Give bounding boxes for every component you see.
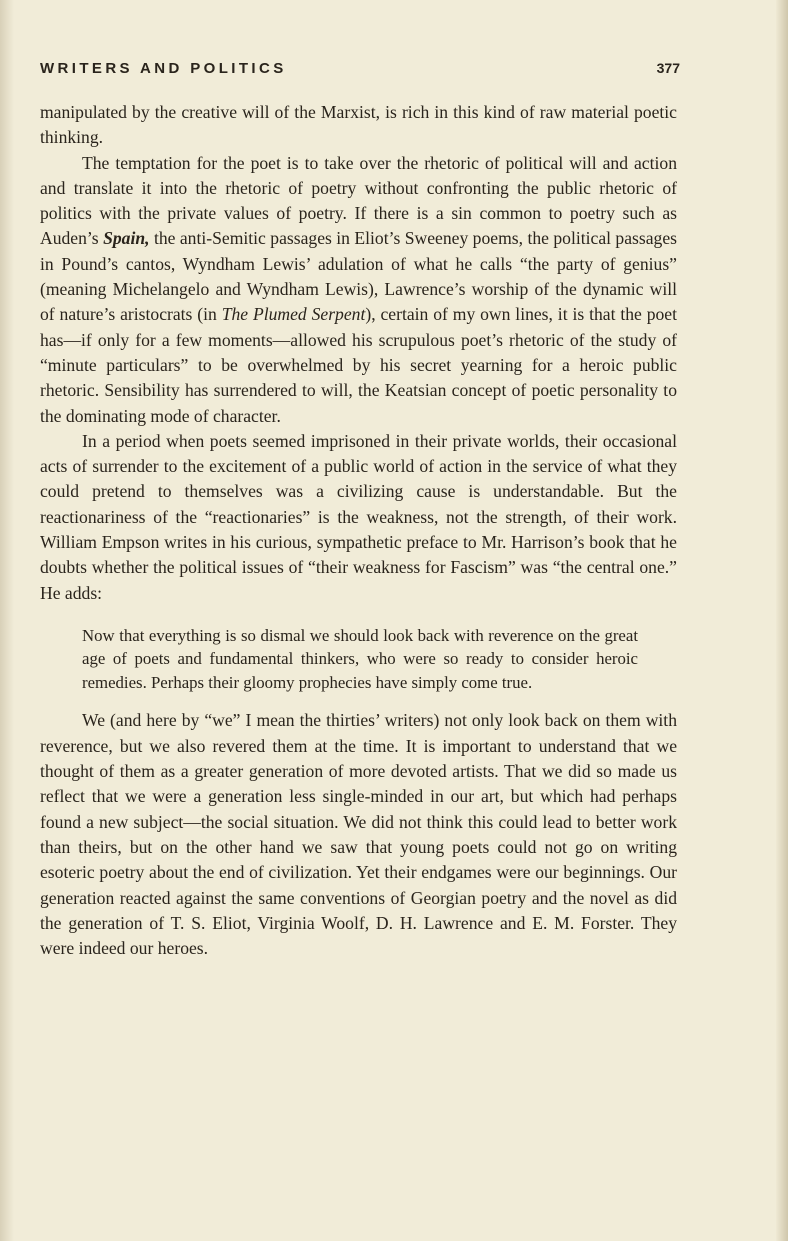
page-shadow-right	[776, 0, 788, 1241]
title-spain: Spain,	[103, 228, 150, 249]
running-title: WRITERS AND POLITICS	[40, 60, 287, 77]
running-head	[40, 60, 680, 77]
paragraph-temptation	[40, 151, 677, 429]
paragraph-text: ), certain of my own lines, it is that the poet has—if only for a few moments—allowed his scrupulous poet’s rhetoric of the study of “minute particulars” to be overwhelmed by his secret yearning for a heroic public rhetoric. Sensibility has surrendered to will, the Keatsian concept of poetic personality to the dominating mode of character.	[40, 304, 677, 426]
paragraph-text: The temptation for the poet is to take over the rhetoric of political will and action and translate it into the rhetoric of poetry without confronting the public rhetoric of politics with the private values of poetry. If there is a sin common to poetry such as Auden’s	[40, 152, 677, 249]
page-number: 377	[656, 60, 680, 76]
paragraph-thirties: We (and here by “we” I mean the thirties’ writers) not only look back on them with reverence, but we also revered them at the time. It is important to understand that we thought of them as a greater generation of more devoted artists. That we did so made us reflect that we were a generation less single-minded in our art, but which had perhaps found a new subject—the social situation. We did not think this could lead to better work than theirs, but on the other hand we saw that young poets could not go on writing esoteric poetry about the end of civilization. Yet their endgames were our beginnings. Our generation reacted against the same conventions of Georgian poetry and the novel as did the generation of T. S. Eliot, Virginia Woolf, D. H. Lawrence and E. M. Forster. They were indeed our heroes.	[40, 710, 677, 959]
paragraph-period: In a period when poets seemed imprisoned in their private worlds, their occasional acts of surrender to the excitement of a public world of action in the service of what they could pretend to themselves was a civilizing cause is understandable. But the reactionariness of the “reactionaries” is the weakness, not the strength, of their work. William Empson writes in his curious, sympathetic preface to Mr. Harrison’s book that he doubts whether the political issues of “their weakness for Fascism” was “the central one.” He adds:	[40, 430, 677, 603]
paragraph-text: the anti-Semitic passages in Eliot’s Sweeney poems, the political passages in Pound’s cantos, Wyndham Lewis’ adulation of what he calls “the party of genius” (meaning Michelangelo and Wyndham Lewis), Lawrence’s worship of the dynamic will of nature’s aristocrats (in	[40, 228, 677, 325]
body-text	[40, 100, 677, 961]
block-quote: Now that everything is so dismal we should look back with reverence on the great age of poets and fundamental thinkers, who were so ready to consider heroic remedies. Perhaps their gloomy prophecies have simply come true.	[82, 625, 638, 692]
title-plumed-serpent: The Plumed Serpent	[221, 304, 366, 325]
page-shadow-left	[0, 0, 14, 1241]
paragraph-continued: manipulated by the creative will of the Marxist, is rich in this kind of raw material poetic thinking.	[40, 102, 677, 148]
